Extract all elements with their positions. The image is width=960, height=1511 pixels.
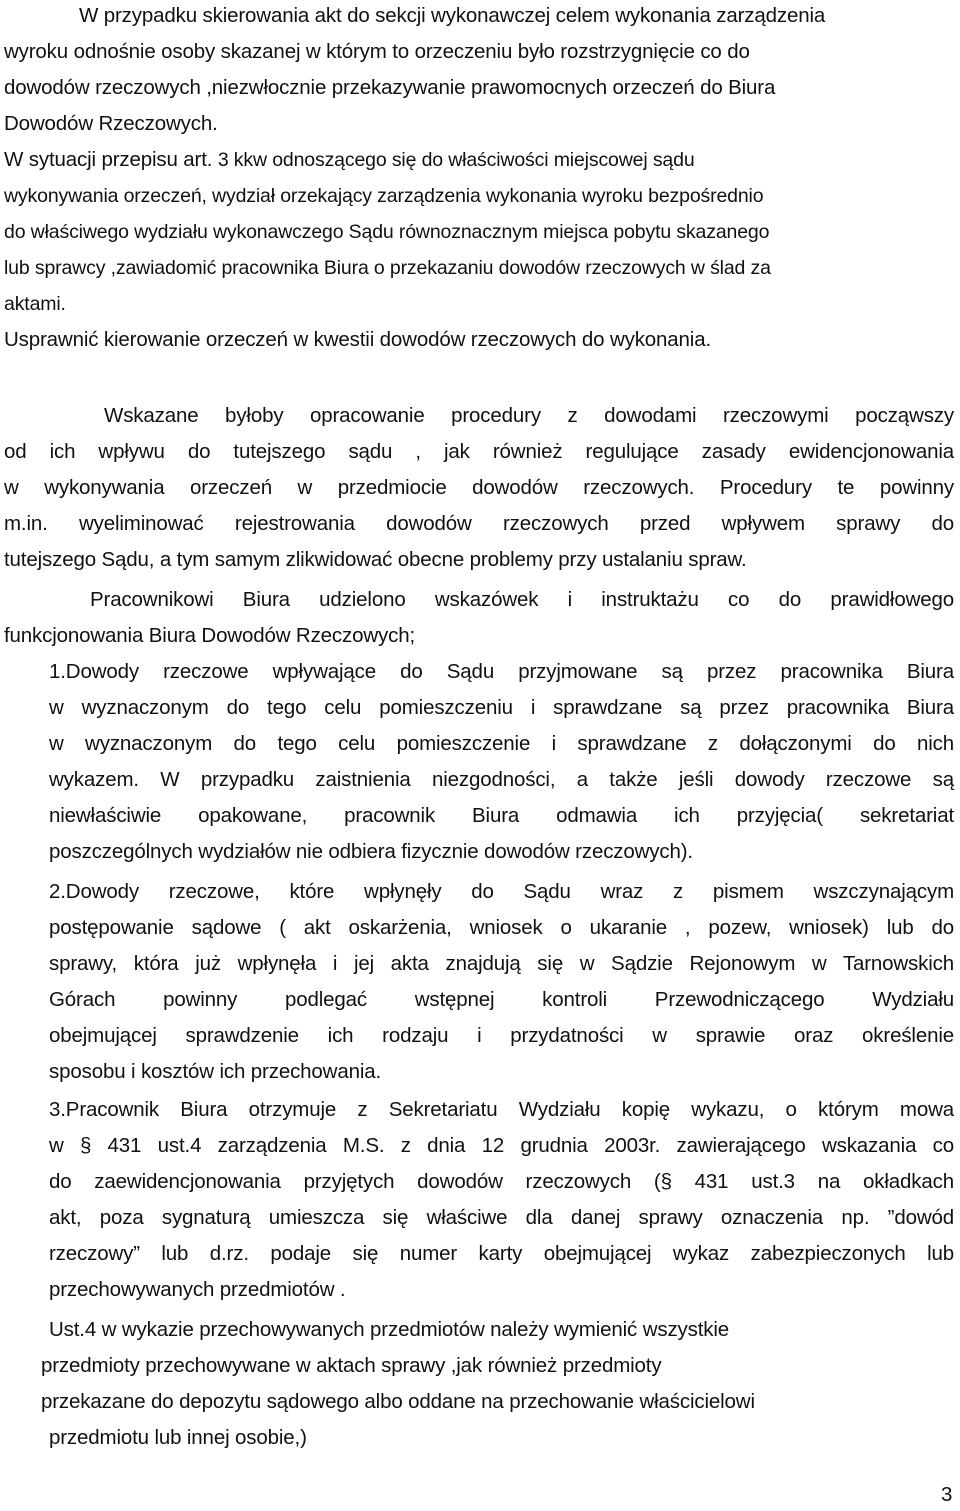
list-item-2-line-5: obejmującej sprawdzenie ich rodzaju i przydatności w sprawie oraz określenie	[49, 1024, 954, 1047]
paragraph-4-line-5: tutejszego Sądu, a tym samym zlikwidować obecne problemy przy ustalaniu spraw.	[4, 548, 747, 571]
list-item-3-line-3: do zaewidencjonowania przyjętych dowodów rzeczowych (§ 431 ust.3 na okładkach	[49, 1170, 954, 1193]
list-item-2-line-3: sprawy, która już wpłynęła i jej akta znajdują się w Sądzie Rejonowym w Tarnowskich	[49, 952, 954, 975]
paragraph-2-line-1	[4, 147, 695, 173]
list-item-1-line-2: w wyznaczonym do tego celu pomieszczeniu i sprawdzane są przez pracownika Biura	[49, 696, 954, 719]
paragraph-1-line-4: Dowodów Rzeczowych.	[4, 112, 218, 135]
paragraph-2-line-3: do właściwego wydziału wykonawczego Sądu równoznacznym miejsca pobytu skazanego	[4, 221, 770, 243]
paragraph-2-line-2: wykonywania orzeczeń, wydział orzekający zarządzenia wykonania wyroku bezpośrednio	[4, 185, 764, 207]
list-item-4-line-3: przekazane do depozytu sądowego albo oddane na przechowanie właścicielowi	[41, 1390, 755, 1413]
paragraph-1-line-2: wyroku odnośnie osoby skazanej w którym to orzeczeniu było rozstrzygnięcie co do	[4, 40, 750, 63]
list-item-1-line-4: wykazem. W przypadku zaistnienia niezgodności, a także jeśli dowody rzeczowe są	[49, 768, 954, 791]
page-number: 3	[941, 1483, 953, 1506]
paragraph-4-line-2: od ich wpływu do tutejszego sądu , jak również regulujące zasady ewidencjonowania	[4, 440, 954, 463]
list-item-1-line-6: poszczególnych wydziałów nie odbiera fizycznie dowodów rzeczowych).	[49, 840, 693, 863]
list-item-3-line-5: rzeczowy” lub d.rz. podaje się numer karty obejmującej wykaz zabezpieczonych lub	[49, 1242, 954, 1265]
paragraph-5-line-1: Pracownikowi Biura udzielono wskazówek i instruktażu co do prawidłowego	[90, 588, 954, 611]
list-item-1-line-3: w wyznaczonym do tego celu pomieszczenie i sprawdzane z dołączonymi do nich	[49, 732, 954, 755]
paragraph-4-line-3: w wykonywania orzeczeń w przedmiocie dowodów rzeczowych. Procedury te powinny	[4, 476, 954, 499]
list-item-3-line-6: przechowywanych przedmiotów .	[49, 1278, 346, 1301]
list-item-2-line-6: sposobu i kosztów ich przechowania.	[49, 1060, 382, 1083]
list-item-1-line-5: niewłaściwie opakowane, pracownik Biura odmawia ich przyjęcia( sekretariat	[49, 804, 954, 827]
paragraph-2-lead-rest: 3 kkw odnoszącego się do właściwości miejscowej sądu	[217, 149, 695, 171]
paragraph-1-line-3: dowodów rzeczowych ,niezwłocznie przekazywanie prawomocnych orzeczeń do Biura	[4, 76, 776, 99]
list-item-1-line-1: 1.Dowody rzeczowe wpływające do Sądu przyjmowane są przez pracownika Biura	[49, 660, 954, 683]
list-item-2-line-4: Górach powinny podlegać wstępnej kontroli Przewodniczącego Wydziału	[49, 988, 954, 1011]
paragraph-4-line-1: Wskazane byłoby opracowanie procedury z dowodami rzeczowymi począwszy	[104, 404, 954, 427]
list-item-3-line-4: akt, poza sygnaturą umieszcza się właściwe dla danej sprawy oznaczenia np. ”dowód	[49, 1206, 954, 1229]
list-item-2-line-1: 2.Dowody rzeczowe, które wpłynęły do Sądu wraz z pismem wszczynającym	[49, 880, 954, 903]
paragraph-1-line-1: W przypadku skierowania akt do sekcji wykonawczej celem wykonania zarządzenia	[79, 4, 826, 27]
list-item-3-line-1: 3.Pracownik Biura otrzymuje z Sekretariatu Wydziału kopię wykazu, o którym mowa	[49, 1098, 954, 1121]
list-item-4-line-2: przedmioty przechowywane w aktach sprawy ,jak również przedmioty	[41, 1354, 662, 1377]
paragraph-2-line-4: lub sprawcy ,zawiadomić pracownika Biura o przekazaniu dowodów rzeczowych w ślad za	[4, 257, 771, 279]
paragraph-4-line-4: m.in. wyeliminować rejestrowania dowodów rzeczowych przed wpływem sprawy do	[4, 512, 954, 535]
paragraph-2-lead: W sytuacji przepisu art.	[4, 148, 218, 171]
list-item-4-line-1: Ust.4 w wykazie przechowywanych przedmiotów należy wymienić wszystkie	[49, 1318, 730, 1341]
paragraph-3-line-1: Usprawnić kierowanie orzeczeń w kwestii dowodów rzeczowych do wykonania.	[4, 328, 712, 351]
paragraph-5-line-2: funkcjonowania Biura Dowodów Rzeczowych;	[4, 624, 416, 647]
list-item-2-line-2: postępowanie sądowe ( akt oskarżenia, wniosek o ukaranie , pozew, wniosek) lub do	[49, 916, 954, 939]
list-item-3-line-2: w § 431 ust.4 zarządzenia M.S. z dnia 12 grudnia 2003r. zawierającego wskazania co	[49, 1134, 954, 1157]
list-item-4-line-4: przedmiotu lub innej osobie,)	[49, 1426, 307, 1449]
paragraph-2-line-5: aktami.	[4, 293, 66, 315]
